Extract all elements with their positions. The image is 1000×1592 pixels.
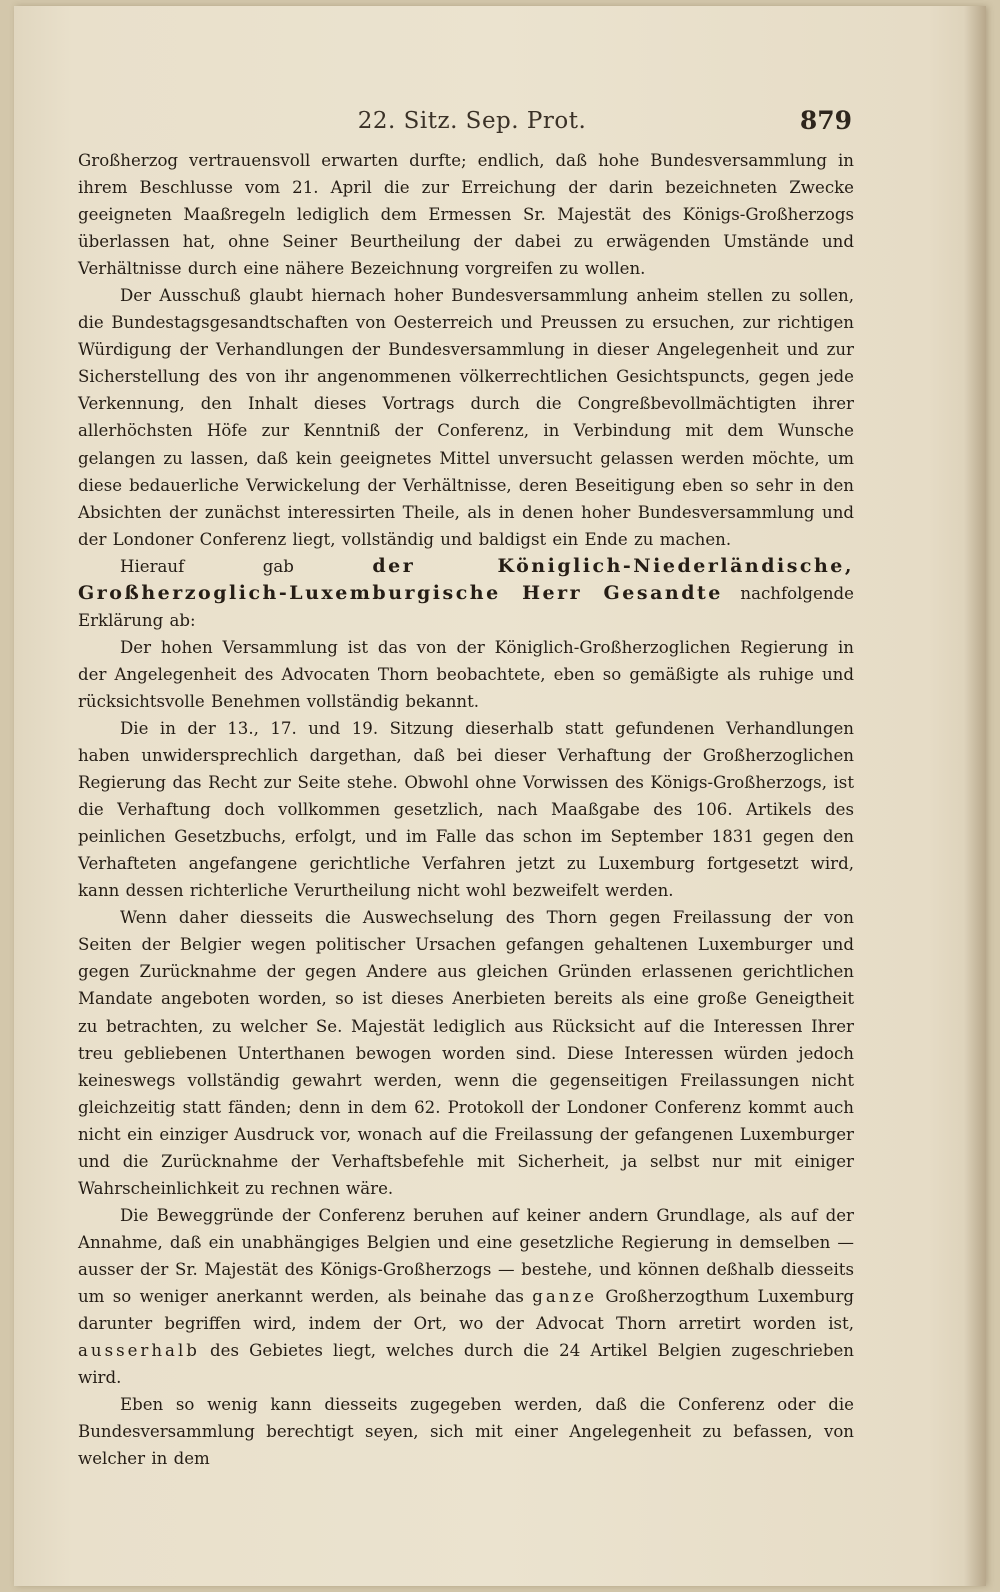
paragraph-3-intro: Hierauf gab	[120, 556, 373, 576]
paragraph-5: Die in der 13., 17. und 19. Sitzung dieserhalb statt gefundenen Verhandlungen haben unwidersprechlich dargethan, daß bei dieser Verhaftung der Großherzoglichen Regierung das Recht zur Seite stehe. Obwohl ohne Vorwissen des Königs-Großherzogs, ist die Verhaftung doch vollkommen gesetzlich, nach Maaßgabe des 106. Artikels des peinlichen Gesetzbuchs, erfolgt, und im Falle das schon im September 1831 gegen den Verhafteten angefangene gerichtliche Verfahren jetzt zu Luxemburg fortgesetzt wird, kann dessen richterliche Verurtheilung nicht wohl bezweifelt werden.	[78, 718, 854, 901]
paragraph-7-part-3: des Gebietes liegt, welches durch die 24 Artikel Belgien zugeschrieben wird.	[78, 1341, 854, 1388]
paragraph-3-outro: nachfolgende Erklärung ab:	[78, 583, 854, 630]
paragraph-8: Eben so wenig kann diesseits zugegeben werden, daß die Conferenz oder die Bundesversammlung berechtigt seyen, sich mit einer Angelegenheit zu befassen, von welcher in dem	[78, 1395, 854, 1469]
paragraph-7	[78, 1202, 854, 1391]
paragraph-2: Der Ausschuß glaubt hiernach hoher Bundesversammlung anheim stellen zu sollen, die Bundestagsgesandtschaften von Oesterreich und Preussen zu ersuchen, zur richtigen Würdigung der Verhandlungen der Bundesversammlung in dieser Angelegenheit und zur Sicherstellung des von ihr angenommenen völkerrechtlichen Gesichtspuncts, gegen jede Verkennung, den Inhalt dieses Vortrags durch die Congreßbevollmächtigten ihrer allerhöchsten Höfe zur Kenntniß der Conferenz, in Verbindung mit dem Wunsche gelangen zu lassen, daß kein geeignetes Mittel unversucht gelassen werden möchte, um diese bedauerliche Verwickelung der Verhältnisse, deren Beseitigung eben so sehr in den Absichten der zunächst interessirten Theile, als in denen hoher Bundesversammlung und der Londoner Conferenz liegt, vollständig und baldigst ein Ende zu machen.	[78, 286, 854, 549]
running-head: 22. Sitz. Sep. Prot.	[357, 108, 587, 134]
emphasis-ganze: ganze	[532, 1286, 598, 1306]
page-number: 879	[799, 106, 852, 135]
paragraph-3	[78, 553, 854, 634]
paragraph-6: Wenn daher diesseits die Auswechselung des Thorn gegen Freilassung der von Seiten der Belgier wegen politischer Ursachen gefangen gehaltenen Luxemburger und gegen Zurücknahme der gegen Andere aus gleichen Gründen erlassenen gerichtlichen Mandate angeboten worden, so ist dieses Anerbieten bereits als eine große Geneigtheit zu betrachten, zu welcher Se. Majestät lediglich aus Rücksicht auf die Interessen Ihrer treu gebliebenen Unterthanen bewogen worden sind. Diese Interessen würden jedoch keineswegs vollständig gewahrt werden, wenn die gegenseitigen Freilassungen nicht gleichzeitig statt fänden; denn in dem 62. Protokoll der Londoner Conferenz kommt auch nicht ein einziger Ausdruck vor, wonach auf die Freilassung der gefangenen Luxemburger und die Zurücknahme der Verhaftsbefehle mit Sicherheit, ja selbst nur mit einiger Wahrscheinlichkeit zu rechnen wäre.	[78, 908, 854, 1198]
speaker-title: der Königlich-Niederländische, Großherzoglich-Luxemburgische Herr Gesandte	[78, 554, 854, 604]
paragraph-1: Großherzog vertrauensvoll erwarten durfte; endlich, daß hohe Bundesversammlung in ihrem Beschlusse vom 21. April die zur Erreichung der darin bezeichneten Zwecke geeigneten Maaßregeln lediglich dem Ermessen Sr. Majestät des Königs-Großherzogs überlassen hat, ohne Seiner Beurtheilung der dabei zu erwägenden Umstände und Verhältnisse durch eine nähere Bezeichnung vorgreifen zu wollen.	[78, 151, 854, 279]
paragraph-7-part-2: Großherzogthum Luxemburg darunter begriffen wird, indem der Ort, wo der Advocat Thorn arretirt worden ist,	[78, 1286, 854, 1334]
emphasis-ausserhalb: ausserhalb	[78, 1341, 200, 1361]
paragraph-7-part-1: Die Beweggründe der Conferenz beruhen auf keiner andern Grundlage, als auf der Annahme, daß ein unabhängiges Belgien und eine gesetzliche Regierung in demselben — ausser der Sr. Majestät des Königs-Großherzogs — bestehe, und können deßhalb diesseits um so weniger anerkannt werden, als beinahe das	[78, 1205, 854, 1306]
paragraph-4: Der hohen Versammlung ist das von der Königlich-Großherzoglichen Regierung in der Angelegenheit des Advocaten Thorn beobachtete, eben so gemäßigte als ruhige und rücksichtsvolle Benehmen vollständig bekannt.	[78, 637, 854, 711]
page-header	[82, 108, 852, 142]
page-edge-shadow	[964, 6, 986, 1586]
page-body	[78, 147, 854, 1472]
